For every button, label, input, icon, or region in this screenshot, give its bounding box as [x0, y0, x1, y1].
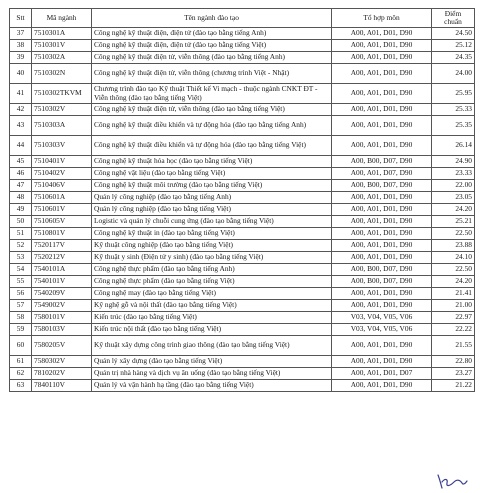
cell-ma-nganh: 7580101V [32, 312, 92, 324]
cell-to-hop-mon: A00, B00, D07, D90 [332, 180, 432, 192]
cell-ten-nganh: Công nghệ kỹ thuật in (đào tạo bằng tiếng Việt) [92, 228, 332, 240]
cell-ma-nganh: 7510303V [32, 136, 92, 156]
header-row [10, 9, 475, 28]
cell-ma-nganh: 7580302V [32, 356, 92, 368]
cell-ma-nganh: 7520117V [32, 240, 92, 252]
cell-stt: 61 [10, 356, 32, 368]
cell-ma-nganh: 7510402V [32, 168, 92, 180]
cell-ten-nganh: Quản trị nhà hàng và dịch vụ ăn uống (đào tạo bằng tiếng Việt) [92, 368, 332, 380]
cell-diem-chuan: 24.20 [432, 276, 475, 288]
cell-stt: 56 [10, 288, 32, 300]
cell-to-hop-mon: A00, B00, D07, D90 [332, 276, 432, 288]
cell-diem-chuan: 25.35 [432, 116, 475, 136]
cell-ten-nganh: Công nghệ kỹ thuật điện tử, viễn thông (chương trình Việt - Nhật) [92, 64, 332, 84]
cell-ten-nganh: Quản lý công nghiệp (đào tạo bằng tiếng Anh) [92, 192, 332, 204]
table-row [10, 64, 475, 84]
table-row [10, 116, 475, 136]
cell-ten-nganh: Công nghệ kỹ thuật điện, điện tử (đào tạo bằng tiếng Việt) [92, 40, 332, 52]
cell-diem-chuan: 25.95 [432, 84, 475, 104]
cell-ma-nganh: 7540101A [32, 264, 92, 276]
cell-ma-nganh: 7840110V [32, 380, 92, 392]
cell-to-hop-mon: A00, A01, D01, D90 [332, 300, 432, 312]
cell-ma-nganh: 7540209V [32, 288, 92, 300]
cell-ten-nganh: Kiến trúc nội thất (đào tạo bằng tiếng Việt) [92, 324, 332, 336]
cell-to-hop-mon: A00, A01, D01, D90 [332, 192, 432, 204]
cell-stt: 52 [10, 240, 32, 252]
cell-ma-nganh: 7510601V [32, 204, 92, 216]
cell-ma-nganh: 7510301V [32, 40, 92, 52]
cell-stt: 51 [10, 228, 32, 240]
header-diem-line1: Điểm [444, 8, 462, 18]
cell-ten-nganh: Kiến trúc (đào tạo bằng tiếng Việt) [92, 312, 332, 324]
table-row [10, 336, 475, 356]
cell-to-hop-mon: A00, A01, D01, D90 [332, 116, 432, 136]
cell-to-hop-mon: A00, A01, D01, D90 [332, 252, 432, 264]
table-row [10, 156, 475, 168]
cell-ma-nganh: 7549002V [32, 300, 92, 312]
cell-stt: 62 [10, 368, 32, 380]
cell-to-hop-mon: A00, A01, D01, D90 [332, 240, 432, 252]
cell-ten-nganh: Công nghệ may (đào tạo bằng tiếng Việt) [92, 288, 332, 300]
cell-ma-nganh: 7510303A [32, 116, 92, 136]
cell-diem-chuan: 22.00 [432, 180, 475, 192]
table-row [10, 276, 475, 288]
cell-ten-nganh: Kỹ nghệ gỗ và nội thất (đào tạo bằng tiếng Việt) [92, 300, 332, 312]
cell-to-hop-mon: A00, B00, D07, D90 [332, 156, 432, 168]
cell-to-hop-mon: V03, V04, V05, V06 [332, 324, 432, 336]
cell-diem-chuan: 22.50 [432, 228, 475, 240]
cell-to-hop-mon: A00, A01, D01, D90 [332, 64, 432, 84]
cell-diem-chuan: 23.88 [432, 240, 475, 252]
table-row [10, 52, 475, 64]
table-row [10, 28, 475, 40]
cell-diem-chuan: 26.14 [432, 136, 475, 156]
cell-to-hop-mon: A00, A01, D01, D90 [332, 84, 432, 104]
cell-stt: 55 [10, 276, 32, 288]
header-diem-chuan [432, 9, 475, 28]
table-row [10, 324, 475, 336]
cell-ma-nganh: 7520212V [32, 252, 92, 264]
table-row [10, 228, 475, 240]
cell-stt: 59 [10, 324, 32, 336]
cell-ma-nganh: 7510302V [32, 104, 92, 116]
cell-stt: 49 [10, 204, 32, 216]
cell-ten-nganh: Quản lý công nghiệp (đào tạo bằng tiếng Việt) [92, 204, 332, 216]
cell-ma-nganh: 7510401V [32, 156, 92, 168]
cell-ten-nganh: Công nghệ vật liệu (đào tạo bằng tiếng Việt) [92, 168, 332, 180]
cell-stt: 48 [10, 192, 32, 204]
cell-ma-nganh: 7510301A [32, 28, 92, 40]
cell-diem-chuan: 25.12 [432, 40, 475, 52]
cell-ten-nganh: Công nghệ kỹ thuật điện, điện tử (đào tạo bằng tiếng Anh) [92, 28, 332, 40]
cell-ma-nganh: 7510302N [32, 64, 92, 84]
table-row [10, 192, 475, 204]
cell-ten-nganh: Công nghệ thực phẩm (đào tạo bằng tiếng Anh) [92, 264, 332, 276]
cell-diem-chuan: 22.22 [432, 324, 475, 336]
cell-ten-nganh: Công nghệ kỹ thuật điện tử, viễn thông (đào tạo bằng tiếng Việt) [92, 104, 332, 116]
cell-stt: 42 [10, 104, 32, 116]
cell-diem-chuan: 22.97 [432, 312, 475, 324]
cell-ten-nganh: Quản lý xây dựng (đào tạo bằng tiếng Việt) [92, 356, 332, 368]
cell-ma-nganh: 7810202V [32, 368, 92, 380]
cell-ma-nganh: 7580103V [32, 324, 92, 336]
cell-diem-chuan: 23.27 [432, 368, 475, 380]
cell-stt: 53 [10, 252, 32, 264]
table-row [10, 136, 475, 156]
cell-ma-nganh: 7510406V [32, 180, 92, 192]
cell-ma-nganh: 7510302TKVM [32, 84, 92, 104]
cell-diem-chuan: 25.21 [432, 216, 475, 228]
cell-diem-chuan: 24.00 [432, 64, 475, 84]
cell-ten-nganh: Logistic và quản lý chuỗi cung ứng (đào tạo bằng tiếng Việt) [92, 216, 332, 228]
cell-diem-chuan: 24.90 [432, 156, 475, 168]
cell-ma-nganh: 7510605V [32, 216, 92, 228]
table-row [10, 104, 475, 116]
cell-diem-chuan: 23.33 [432, 168, 475, 180]
table-row [10, 168, 475, 180]
cell-to-hop-mon: A00, A01, D01, D90 [332, 104, 432, 116]
cell-ma-nganh: 7510302A [32, 52, 92, 64]
table-row [10, 204, 475, 216]
cell-diem-chuan: 21.55 [432, 336, 475, 356]
cell-stt: 45 [10, 156, 32, 168]
cell-to-hop-mon: A00, A01, D01, D90 [332, 52, 432, 64]
cell-diem-chuan: 25.33 [432, 104, 475, 116]
cell-ten-nganh: Kỹ thuật y sinh (Điện tử y sinh) (đào tạo bằng tiếng Việt) [92, 252, 332, 264]
table-row [10, 380, 475, 392]
cell-to-hop-mon: A00, A01, D01, D90 [332, 28, 432, 40]
cell-diem-chuan: 23.05 [432, 192, 475, 204]
cell-stt: 43 [10, 116, 32, 136]
cell-diem-chuan: 24.20 [432, 204, 475, 216]
cell-to-hop-mon: A00, A01, D01, D90 [332, 216, 432, 228]
header-to-hop-mon: Tổ hợp môn [332, 9, 432, 28]
table-row [10, 264, 475, 276]
table-row [10, 240, 475, 252]
cell-diem-chuan: 21.41 [432, 288, 475, 300]
cell-to-hop-mon: A00, A01, D01, D90 [332, 204, 432, 216]
header-stt: Stt [10, 9, 32, 28]
cell-ma-nganh: 7580205V [32, 336, 92, 356]
cell-to-hop-mon: A00, A01, D01, D90 [332, 228, 432, 240]
cell-ma-nganh: 7540101V [32, 276, 92, 288]
cell-ten-nganh: Chương trình đào tạo Kỹ thuật Thiết kế Vi mạch - thuộc ngành CNKT ĐT - Viễn thông (đào tạo bằng tiếng Việt) [92, 84, 332, 104]
table-header [10, 9, 475, 28]
cell-diem-chuan: 22.50 [432, 264, 475, 276]
cell-stt: 38 [10, 40, 32, 52]
table-row [10, 180, 475, 192]
table-body [10, 28, 475, 392]
cell-to-hop-mon: A00, A01, D01, D90 [332, 288, 432, 300]
cell-stt: 46 [10, 168, 32, 180]
cell-stt: 60 [10, 336, 32, 356]
cell-diem-chuan: 24.35 [432, 52, 475, 64]
cell-to-hop-mon: A00, A01, D01, D90 [332, 336, 432, 356]
header-diem-line2: chuẩn [444, 17, 462, 26]
table-row [10, 252, 475, 264]
cell-stt: 57 [10, 300, 32, 312]
table-row [10, 368, 475, 380]
cell-ten-nganh: Công nghệ kỹ thuật hóa học (đào tạo bằng tiếng Việt) [92, 156, 332, 168]
admission-score-table [9, 8, 475, 392]
cell-stt: 37 [10, 28, 32, 40]
cell-to-hop-mon: A00, A01, D01, D07 [332, 368, 432, 380]
cell-ten-nganh: Công nghệ kỹ thuật điều khiển và tự động hóa (đào tạo bằng tiếng Việt) [92, 136, 332, 156]
cell-to-hop-mon: A00, A01, D01, D90 [332, 356, 432, 368]
table-row [10, 312, 475, 324]
cell-stt: 63 [10, 380, 32, 392]
cell-stt: 47 [10, 180, 32, 192]
cell-ma-nganh: 7510601A [32, 192, 92, 204]
cell-stt: 44 [10, 136, 32, 156]
cell-diem-chuan: 22.80 [432, 356, 475, 368]
cell-ten-nganh: Quản lý và vận hành hạ tầng (đào tạo bằng tiếng Việt) [92, 380, 332, 392]
header-ma-nganh: Mã ngành [32, 9, 92, 28]
cell-to-hop-mon: V03, V04, V05, V06 [332, 312, 432, 324]
cell-ten-nganh: Kỹ thuật xây dựng công trình giao thông (đào tạo bằng tiếng Việt) [92, 336, 332, 356]
cell-diem-chuan: 24.50 [432, 28, 475, 40]
cell-diem-chuan: 24.10 [432, 252, 475, 264]
cell-stt: 58 [10, 312, 32, 324]
cell-to-hop-mon: A00, A01, D01, D90 [332, 380, 432, 392]
cell-to-hop-mon: A00, B00, D07, D90 [332, 264, 432, 276]
table-row [10, 216, 475, 228]
cell-stt: 50 [10, 216, 32, 228]
cell-ten-nganh: Công nghệ kỹ thuật điều khiển và tự động hóa (đào tạo bằng tiếng Anh) [92, 116, 332, 136]
table-row [10, 300, 475, 312]
table-row [10, 356, 475, 368]
table-row [10, 84, 475, 104]
signature-mark [436, 472, 468, 490]
header-ten-nganh: Tên ngành đào tạo [92, 9, 332, 28]
cell-ten-nganh: Kỹ thuật công nghiệp (đào tạo bằng tiếng Việt) [92, 240, 332, 252]
cell-diem-chuan: 21.00 [432, 300, 475, 312]
cell-to-hop-mon: A00, A01, D07, D90 [332, 168, 432, 180]
table-row [10, 40, 475, 52]
table-row [10, 288, 475, 300]
cell-stt: 40 [10, 64, 32, 84]
cell-stt: 41 [10, 84, 32, 104]
cell-ten-nganh: Công nghệ kỹ thuật điện tử, viễn thông (đào tạo bằng tiếng Anh) [92, 52, 332, 64]
cell-ten-nganh: Công nghệ thực phẩm (đào tạo bằng tiếng Việt) [92, 276, 332, 288]
cell-diem-chuan: 21.22 [432, 380, 475, 392]
cell-ma-nganh: 7510801V [32, 228, 92, 240]
cell-to-hop-mon: A00, A01, D01, D90 [332, 136, 432, 156]
cell-to-hop-mon: A00, A01, D01, D90 [332, 40, 432, 52]
cell-ten-nganh: Công nghệ kỹ thuật môi trường (đào tạo bằng tiếng Việt) [92, 180, 332, 192]
cell-stt: 39 [10, 52, 32, 64]
cell-stt: 54 [10, 264, 32, 276]
